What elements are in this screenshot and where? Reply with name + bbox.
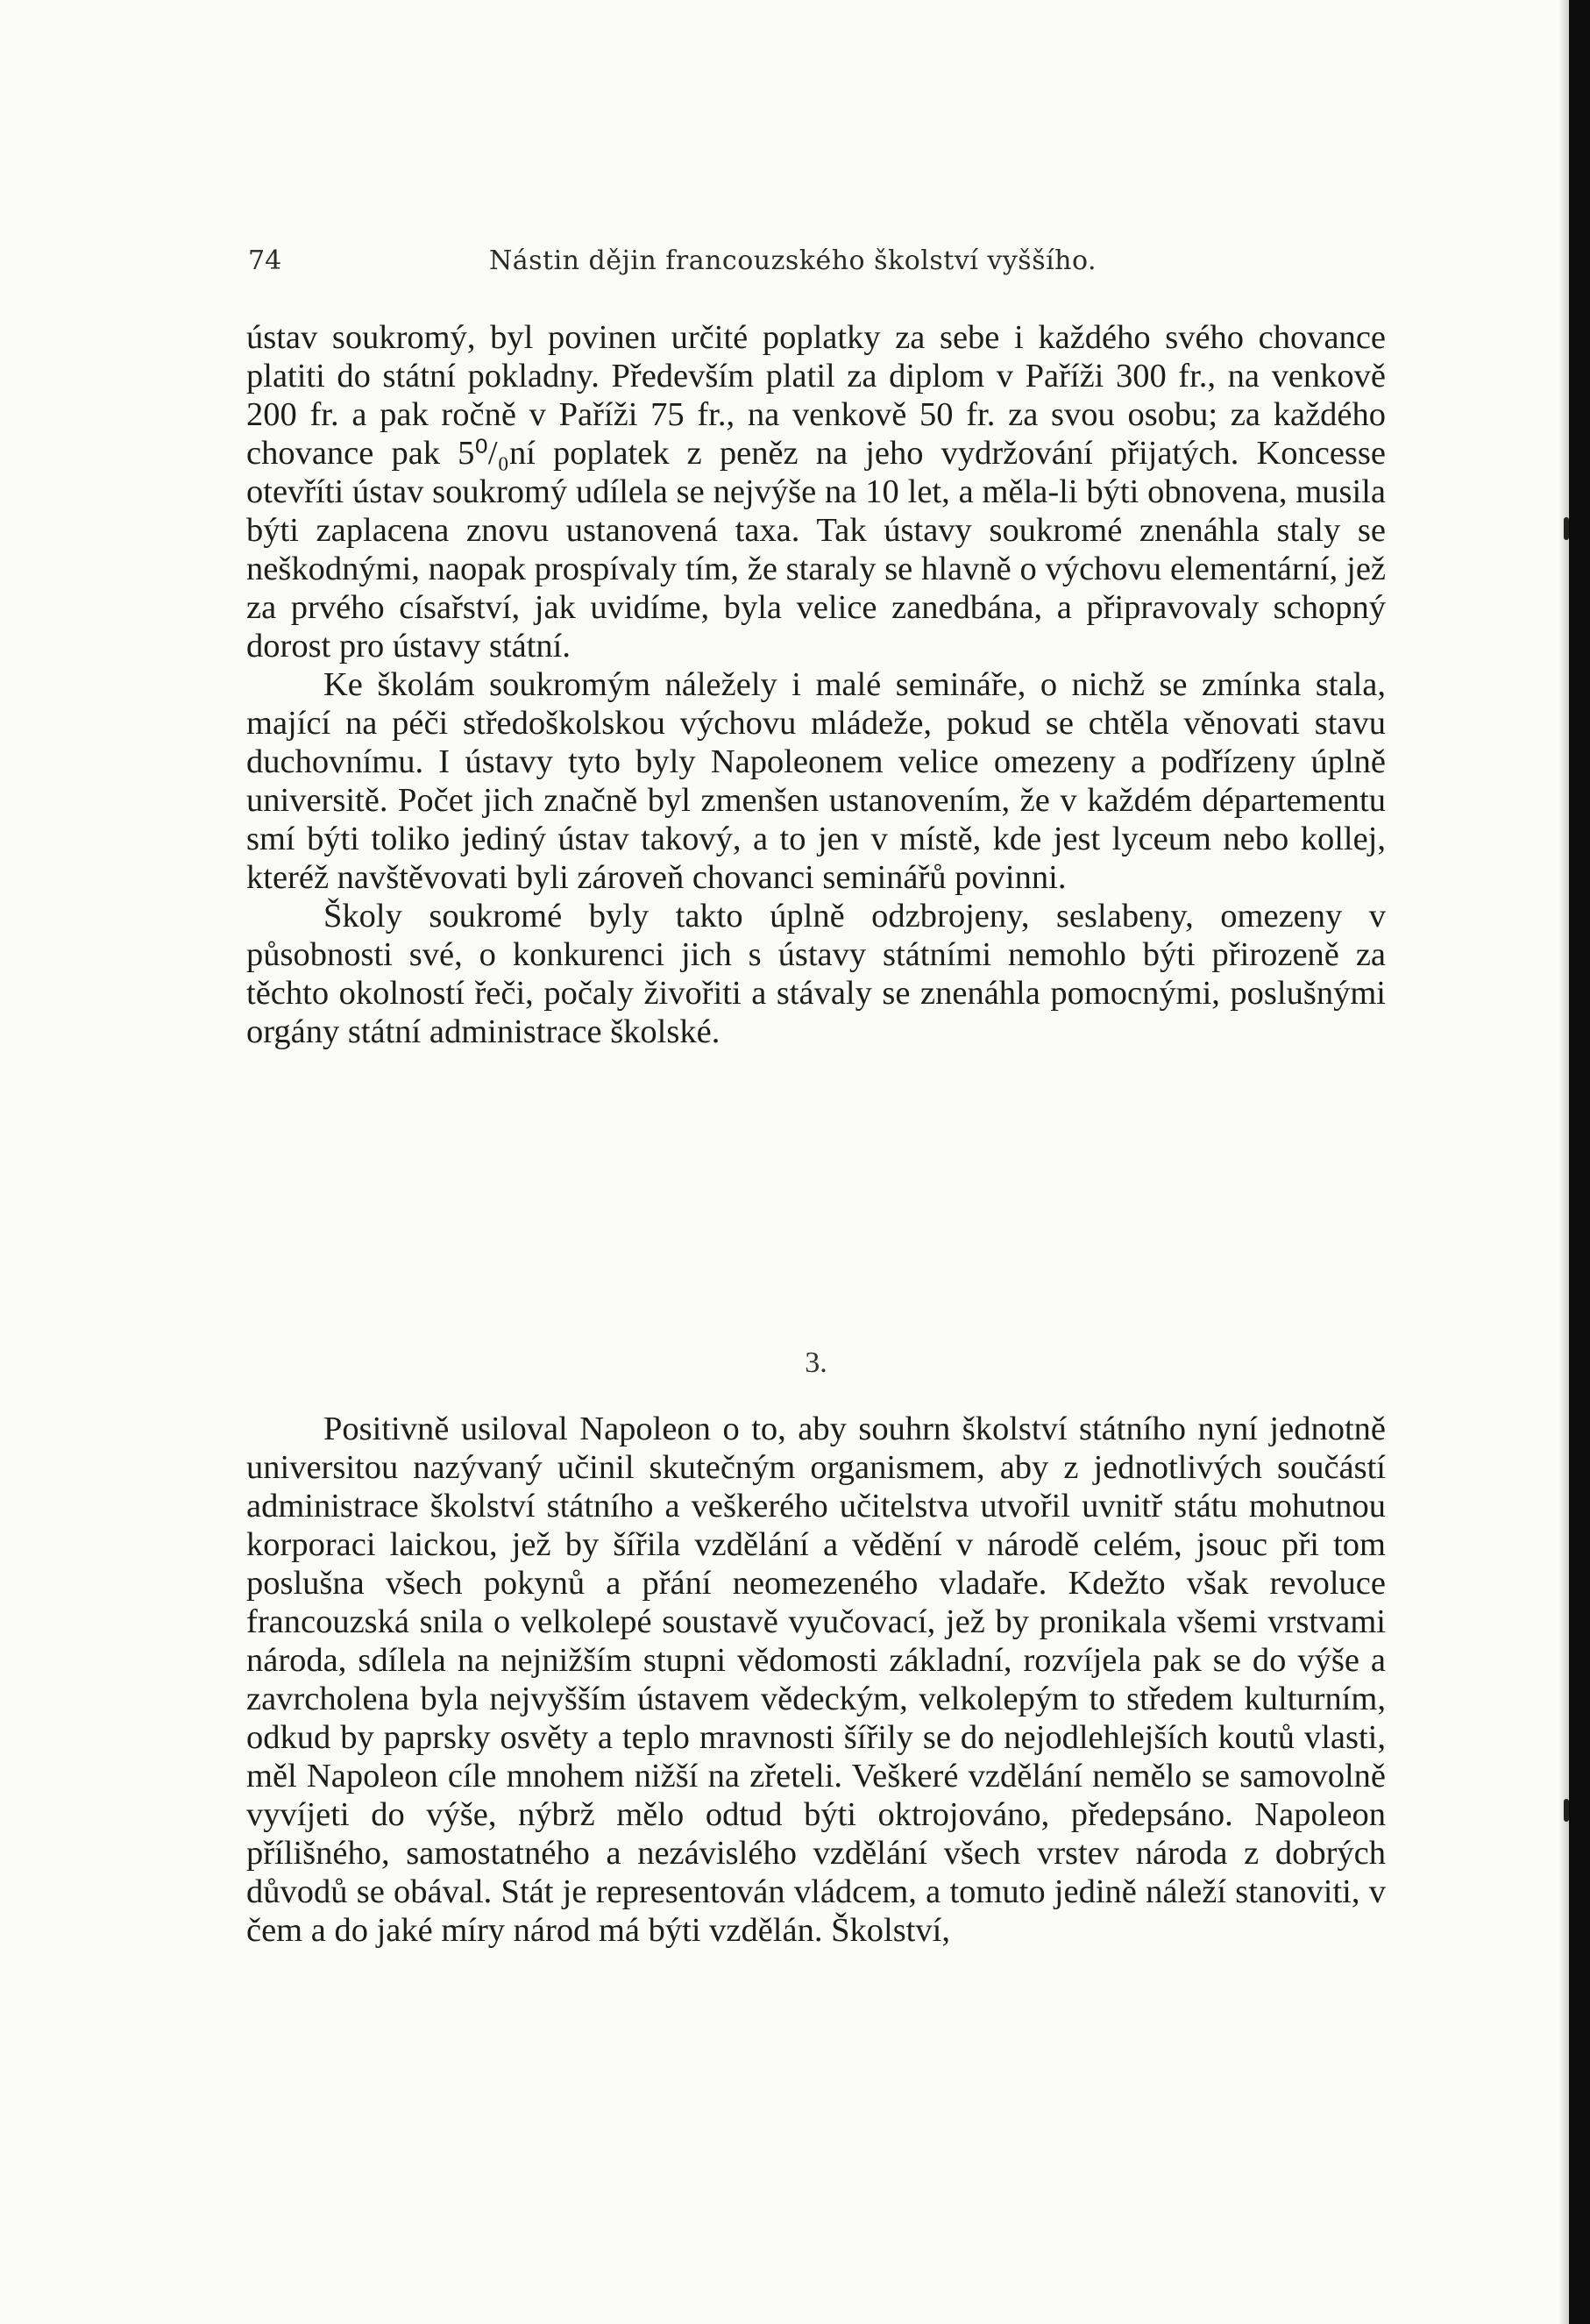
page-number: 74 bbox=[248, 245, 282, 276]
body-text-top bbox=[246, 318, 1386, 1051]
scan-artifact-mark bbox=[1564, 1799, 1569, 1822]
page-edge-shadow bbox=[1558, 0, 1569, 2324]
scan-border bbox=[1569, 0, 1590, 2324]
running-title: Nástin dějin francouzského školství vyššího. bbox=[489, 245, 1097, 276]
body-text-bottom bbox=[246, 1410, 1386, 1950]
paragraph: Positivně usiloval Napoleon o to, aby souhrn školství státního nyní jednotně universitou nazývaný učinil skutečným organismem, aby z jednotlivých součástí administrace školství státního a veškerého učitelstva utvořil uvnitř státu mohutnou korporaci laickou, jež by šířila vzdělání a vědění v národě celém, jsouc při tom poslušna všech pokynů a přání neomezeného vladaře. Kdežto však revoluce francouzská snila o velkolepé soustavě vyučovací, jež by pronikala všemi vrstvami národa, sdílela na nejnižším stupni vědomosti základní, rozvíjela pak se do výše a zavrcholena byla nejvyšším ústavem vědeckým, velkolepým to středem kulturním, odkud by paprsky osvěty a teplo mravnosti šířily se do nejodlehlejších koutů vlasti, měl Napoleon cíle mnohem nižší na zřeteli. Veškeré vzdělání nemělo se samovolně vyvíjeti do výše, nýbrž mělo odtud býti oktrojováno, předepsáno. Napoleon přílišného, samostatného a nezávislého vzdělání všech vrstev národa z dobrých důvodů se obával. Stát je representován vládcem, a tomuto jedině náleží stanoviti, v čem a do jaké míry národ má býti vzdělán. Školství, bbox=[246, 1411, 1386, 1949]
scan-artifact-mark bbox=[1564, 517, 1569, 540]
paragraph: Školy soukromé byly takto úplně odzbrojeny, seslabeny, omezeny v působnosti své, o konkurenci jich s ústavy státními nemohlo býti přirozeně za těchto okolností řeči, počaly živořiti a stávaly se znenáhla pomocnými, poslušnými orgány státní administrace školské. bbox=[246, 898, 1386, 1050]
page-header bbox=[248, 245, 1384, 281]
section-number: 3. bbox=[805, 1347, 827, 1379]
paragraph: Ke školám soukromým náležely i malé semináře, o nichž se zmínka stala, mající na péči středoškolskou výchovu mládeže, pokud se chtěla věnovati stavu duchovnímu. I ústavy tyto byly Napoleonem velice omezeny a podřízeny úplně universitě. Počet jich značně byl zmenšen ustanovením, že v každém départementu smí býti toliko jediný ústav takový, a to jen v místě, kde jest lyceum nebo kollej, kteréž navštěvovati byli zároveň chovanci seminářů povinni. bbox=[246, 666, 1386, 896]
paragraph: ústav soukromý, byl povinen určité poplatky za sebe i každého svého chovance platiti do státní pokladny. Především platil za diplom v Paříži 300 fr., na venkově 200 fr. a pak ročně v Paříži 75 fr., na venkově 50 fr. za svou osobu; za každého chovance pak 5⁰/₀ní poplatek z peněz na jeho vydržování přijatých. Koncesse otevříti ústav soukromý udílela se nejvýše na 10 let, a měla-li býti obnovena, musila býti zaplacena znovu ustanovená taxa. Tak ústavy soukromé znenáhla staly se neškodnými, naopak prospívaly tím, že staraly se hlavně o výchovu elementární, jež za prvého císařství, jak uvidíme, byla velice zanedbána, a připravovaly schopný dorost pro ústavy státní. bbox=[246, 319, 1386, 665]
